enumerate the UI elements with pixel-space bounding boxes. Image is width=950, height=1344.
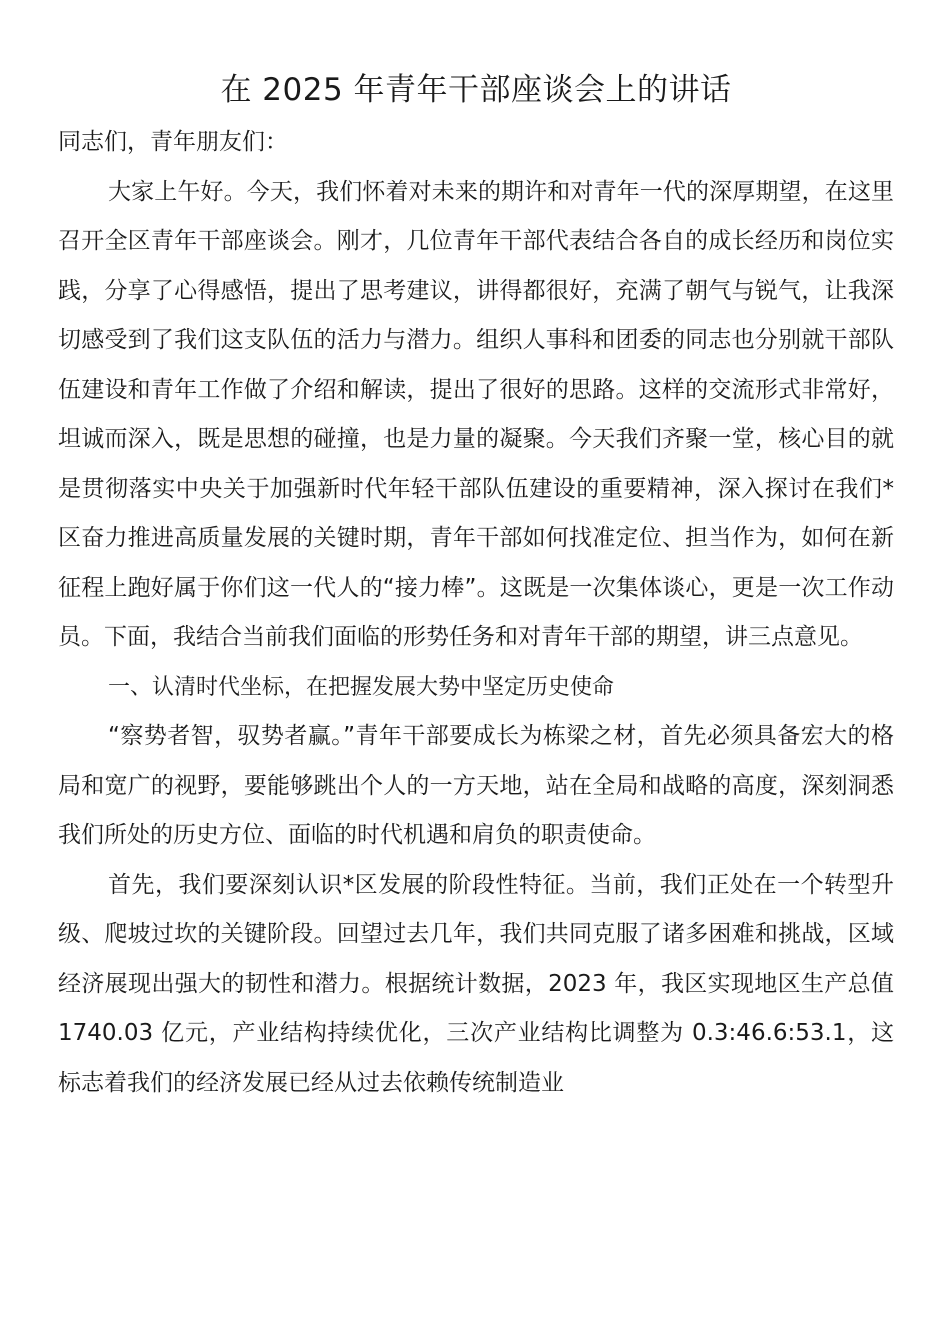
section-paragraph-2: 首先，我们要深刻认识*区发展的阶段性特征。当前，我们正处在一个转型升级、爬坡过坎的关键阶段。回望过去几年，我们共同克服了诸多困难和挑战，区域经济展现出强大的韧性和潜力。根据统计数据，2023 年，我区实现地区生产总值 1740.03 亿元，产业结构持续优化，三次产业结构比调整为 0.3:46.6:53.1，这标志着我们的经济发展已经从过去依赖传统制造业: [58, 871, 894, 1096]
section-heading: 一、认清时代坐标，在把握发展大势中坚定历史使命: [108, 674, 615, 700]
section-paragraph-1: “察势者智，驭势者赢。”青年干部要成长为栋梁之材，首先必须具备宏大的格局和宽广的视野，要能够跳出个人的一方天地，站在全局和战略的高度，深刻洞悉我们所处的历史方位、面临的时代机遇和肩负的职责使命。: [58, 723, 894, 848]
salutation: 同志们，青年朋友们：: [58, 129, 288, 155]
document-title: 在 2025 年青年干部座谈会上的讲话: [220, 72, 732, 108]
document-page: [58, 66, 894, 1108]
opening-paragraph: 大家上午好。今天，我们怀着对未来的期许和对青年一代的深厚期望，在这里召开全区青年干部座谈会。刚才，几位青年干部代表结合各自的成长经历和岗位实践，分享了心得感悟，提出了思考建议，讲得都很好，充满了朝气与锐气，让我深切感受到了我们这支队伍的活力与潜力。组织人事科和团委的同志也分别就干部队伍建设和青年工作做了介绍和解读，提出了很好的思路。这样的交流形式非常好，坦诚而深入，既是思想的碰撞，也是力量的凝聚。今天我们齐聚一堂，核心目的就是贯彻落实中央关于加强新时代年轻干部队伍建设的重要精神，深入探讨在我们*区奋力推进高质量发展的关键时期，青年干部如何找准定位、担当作为，如何在新征程上跑好属于你们这一代人的“接力棒”。这既是一次集体谈心，更是一次工作动员。下面，我结合当前我们面临的形势任务和对青年干部的期望，讲三点意见。: [58, 178, 894, 650]
